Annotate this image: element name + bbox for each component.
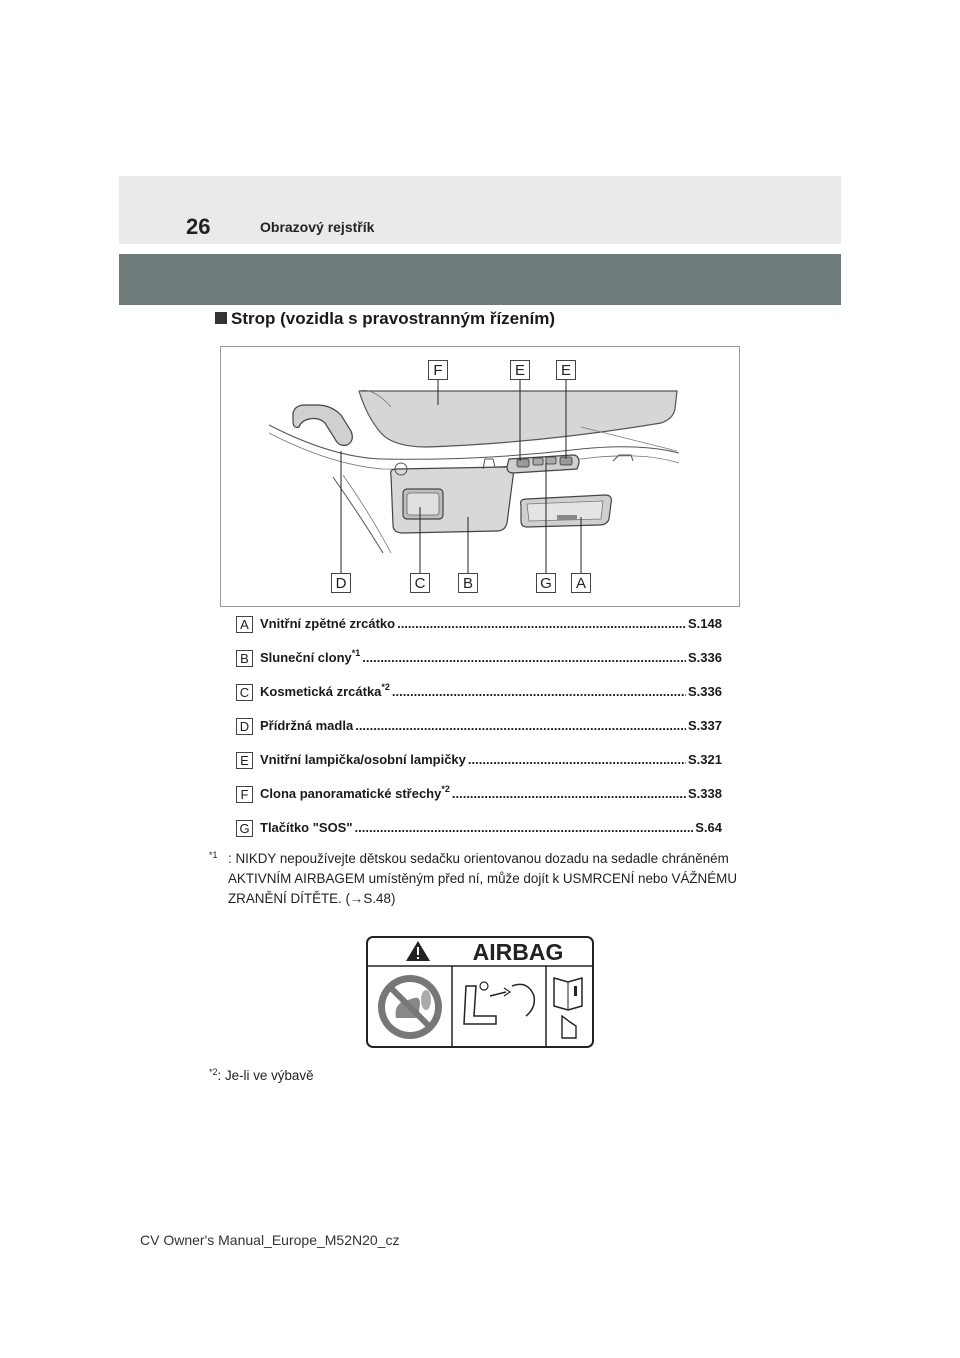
footnote-marker: *2 <box>209 1067 218 1077</box>
ceiling-illustration <box>220 346 740 607</box>
item-label: Vnitřní lampička/osobní lampičky <box>260 752 466 767</box>
dot-leader <box>397 616 686 631</box>
footnote-2 <box>209 1068 314 1083</box>
item-key: A <box>236 616 253 633</box>
callout-label-c: C <box>410 573 430 593</box>
dot-leader <box>452 786 686 801</box>
item-label: Přídržná madla <box>260 718 354 733</box>
section-title: Obrazový rejstřík <box>260 219 375 235</box>
list-item <box>236 783 728 803</box>
item-key: D <box>236 718 253 735</box>
dot-leader <box>355 718 686 733</box>
item-page-ref[interactable]: S.337 <box>688 718 722 733</box>
item-label: Tlačítko "SOS" <box>260 820 353 835</box>
dot-leader <box>355 820 694 835</box>
callout-label-d: D <box>331 573 351 593</box>
dot-leader <box>468 752 686 767</box>
list-item <box>236 647 728 667</box>
item-label: Kosmetická zrcátka <box>260 684 382 699</box>
footnote-text: : Je-li ve výbavě <box>217 1068 314 1083</box>
page-number: 26 <box>186 214 211 239</box>
item-page-ref[interactable]: S.64 <box>695 820 722 835</box>
list-item <box>236 715 728 735</box>
item-sup: *2 <box>441 784 450 794</box>
item-sup: *2 <box>381 682 390 692</box>
item-key: C <box>236 684 253 701</box>
footnote-marker: *1 <box>209 850 218 860</box>
item-page-ref[interactable]: S.321 <box>688 752 722 767</box>
ceiling-drawing <box>221 347 739 606</box>
item-label: Sluneční clony <box>260 650 352 665</box>
callout-label-b: B <box>458 573 478 593</box>
item-key: E <box>236 752 253 769</box>
header-band <box>119 176 841 244</box>
item-key: F <box>236 786 253 803</box>
dot-leader <box>392 684 686 699</box>
item-key: B <box>236 650 253 667</box>
item-page-ref[interactable]: S.336 <box>688 650 722 665</box>
callout-label-e: E <box>556 360 576 380</box>
section-heading: Strop (vozidla s pravostranným řízením) <box>215 309 555 329</box>
item-sup: *1 <box>351 648 361 658</box>
airbag-warning-label-icon <box>366 936 594 1048</box>
footnote-text: : NIKDY nepoužívejte dětskou sedačku orientovanou dozadu na sedadle chráněném AKTIVNÍM AIRBAGEM umístěným před ní, může dojít k USMRCENÍ nebo VÁŽNÉMU ZRANĚNÍ DÍTĚTE. (→S.48) <box>228 851 737 906</box>
list-item <box>236 749 728 769</box>
page-footer: CV Owner's Manual_Europe_M52N20_cz <box>140 1232 400 1248</box>
header-dark-band <box>119 254 841 305</box>
list-item <box>236 681 728 701</box>
item-label: Vnitřní zpětné zrcátko <box>260 616 396 631</box>
dot-leader <box>362 650 686 665</box>
item-page-ref[interactable]: S.338 <box>688 786 722 801</box>
list-item <box>236 817 728 837</box>
airbag-title: AIRBAG <box>472 939 564 965</box>
item-key: G <box>236 820 253 837</box>
callout-label-a: A <box>571 573 591 593</box>
item-label: Clona panoramatické střechy <box>260 786 442 801</box>
callout-label-f: F <box>428 360 448 380</box>
callout-label-e: E <box>510 360 530 380</box>
item-page-ref[interactable]: S.336 <box>688 684 722 699</box>
item-page-ref[interactable]: S.148 <box>688 616 722 631</box>
square-bullet-icon <box>215 312 227 324</box>
list-item <box>236 613 728 633</box>
callout-label-g: G <box>536 573 556 593</box>
